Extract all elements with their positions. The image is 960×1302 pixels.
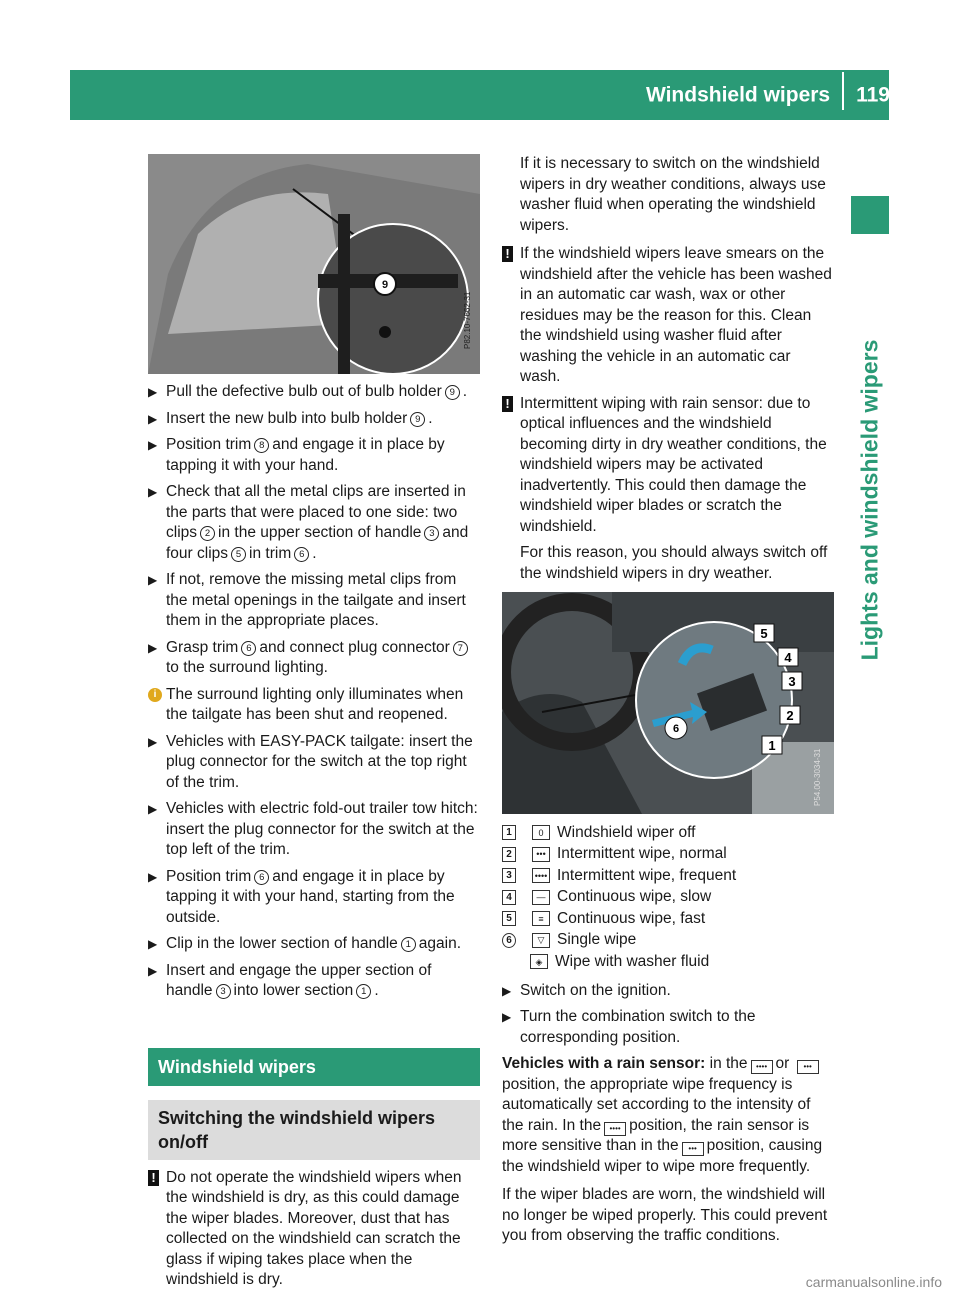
legend-text: Single wipe — [557, 931, 637, 948]
step-text: to the surround lighting. — [166, 659, 328, 676]
chapter-title: Lights and windshield wipers — [856, 339, 883, 661]
step-turn-switch — [502, 1007, 834, 1048]
header-divider — [842, 72, 844, 110]
info-note — [148, 685, 480, 726]
intermittent-normal-icon: ••• — [682, 1142, 704, 1156]
legend-number: 4 — [502, 890, 516, 905]
intermittent-frequent-icon: •••• — [532, 868, 550, 883]
legend-row — [502, 865, 834, 887]
text: position, causing the windshield wiper to wipe more frequently. — [502, 1137, 823, 1175]
step-text: again. — [418, 935, 462, 952]
step-text: Pull the defective bulb out of bulb holder — [166, 383, 442, 400]
step-insert-handle — [148, 961, 480, 1002]
arrow-icon: ▶ — [148, 640, 158, 655]
step-position-trim — [148, 435, 480, 476]
washer-fluid-icon: ◈ — [530, 954, 548, 969]
bold-lead: Vehicles with a rain sensor: — [502, 1055, 706, 1072]
wiper-switch-figure — [502, 592, 834, 814]
rain-sensor-paragraph — [502, 1054, 834, 1177]
step-text: Turn the combination switch to the corresponding position. — [520, 1008, 756, 1046]
callout-ref: 1 — [356, 984, 371, 999]
step-text: . — [462, 383, 468, 400]
side-tab — [851, 196, 889, 234]
warning-icon: ! — [502, 396, 513, 412]
step-text: Switch on the ignition. — [520, 981, 671, 999]
step-remove-clips — [148, 570, 480, 632]
tailgate-figure — [148, 154, 480, 374]
step-text: and engage it in place by tapping it with your hand. — [166, 436, 445, 474]
step-pull-bulb — [148, 382, 480, 403]
step-text: Grasp trim — [166, 638, 239, 656]
note-text: The surround lighting only illuminates when the tailgate has been shut and reopened. — [166, 685, 464, 723]
intermittent-normal-icon: ••• — [532, 847, 550, 862]
legend-text: Intermittent wipe, normal — [557, 845, 727, 862]
callout-6: 6 — [672, 723, 680, 735]
callout-ref: 8 — [254, 438, 269, 453]
step-text: If not, remove the missing metal clips from the metal openings in the tailgate and insert them in the appropriate places. — [166, 571, 466, 629]
warning-note — [502, 394, 834, 538]
legend-row — [502, 951, 834, 973]
note-text: Do not operate the windshield wipers when the windshield is dry, as this could damage the wiper blades. Moreover, dust that has collected on the windshield can scratch the glass if wiping takes place when the windshield is dry. — [166, 1168, 462, 1288]
callout-4: 4 — [784, 650, 792, 665]
callout-ref: 3 — [424, 526, 439, 541]
callout-ref: 6 — [241, 641, 256, 656]
step-clip-handle — [148, 934, 480, 955]
callout-2: 2 — [786, 708, 794, 723]
wiper-legend — [502, 822, 834, 973]
callout-ref: 1 — [401, 937, 416, 952]
legend-number: 3 — [502, 868, 516, 883]
callout-1: 1 — [768, 738, 776, 753]
paragraph: If it is necessary to switch on the windshield wipers in dry weather conditions, always use washer fluid when operating the windshield wipers. — [520, 155, 826, 234]
note-text: If the windshield wipers leave smears on the windshield after the vehicle has been washed in an automatic car wash, wax or other residues may be the reason for this. Clean the windshield using washer fluid after washing the vehicle in an automatic car wash. — [520, 245, 832, 385]
figure-callout-9: 9 — [381, 279, 389, 291]
step-text: Clip in the lower section of handle — [166, 935, 398, 952]
legend-text: Windshield wiper off — [557, 823, 696, 841]
paragraph: For this reason, you should always switch off the windshield wipers in dry weather. — [520, 544, 828, 582]
subsection-heading: Switching the windshield wipers on/off — [148, 1100, 480, 1160]
step-insert-bulb — [148, 409, 480, 430]
arrow-icon: ▶ — [148, 937, 158, 951]
legend-number: 6 — [502, 933, 516, 948]
step-text: Vehicles with electric fold-out trailer tow hitch: insert the plug connector for the switch at the top left of the trim. — [166, 800, 478, 858]
legend-number: 2 — [502, 847, 516, 862]
note-text: Intermittent wiping with rain sensor: due to optical influences and the windshield becoming dirty in dry weather conditions, the windshield wipers may be activated inadvertently. This could then damage the windshield wiper blades or scratch the windshield. — [520, 394, 827, 535]
callout-ref: 9 — [445, 385, 460, 400]
warning-note — [502, 244, 834, 388]
warning-note — [148, 1168, 480, 1291]
legend-text: Wipe with washer fluid — [555, 952, 710, 970]
paragraph: If the wiper blades are worn, the windshield will no longer be wiped properly. This could prevent you from observing the traffic conditions. — [502, 1186, 828, 1244]
continuous-fast-icon: ≡ — [532, 911, 550, 926]
warning-icon: ! — [148, 1170, 159, 1186]
single-wipe-icon: ▽ — [532, 933, 550, 948]
legend-text: Intermittent wipe, frequent — [557, 866, 737, 884]
callout-3: 3 — [788, 674, 796, 689]
legend-text: Continuous wipe, slow — [557, 888, 712, 905]
step-text: in trim — [249, 544, 292, 562]
step-tow-hitch — [148, 799, 480, 861]
text: or — [775, 1055, 790, 1072]
step-check-clips — [148, 482, 480, 564]
legend-row — [502, 822, 834, 844]
arrow-icon: ▶ — [148, 963, 158, 978]
wiper-switch-illustration — [502, 592, 834, 814]
right-column — [502, 154, 834, 1255]
page-header — [646, 82, 890, 110]
legend-number — [502, 955, 514, 968]
step-text: . — [312, 544, 317, 562]
step-position-trim-2 — [148, 867, 480, 929]
step-text: Insert the new bulb into bulb holder — [166, 409, 408, 427]
step-text: Position trim — [166, 867, 252, 885]
intermittent-frequent-icon: •••• — [604, 1122, 626, 1136]
legend-row — [502, 844, 834, 866]
arrow-icon: ▶ — [148, 411, 158, 426]
step-text: and connect plug connector — [259, 638, 450, 656]
callout-ref: 7 — [453, 641, 468, 656]
figure-code: P82.10-7662-31 — [463, 291, 472, 349]
intermittent-normal-icon: ••• — [797, 1060, 819, 1074]
step-text: into lower section — [233, 982, 354, 999]
arrow-icon: ▶ — [502, 983, 512, 998]
step-easy-pack — [148, 732, 480, 794]
continuous-slow-icon: — — [532, 890, 550, 905]
step-text: Insert and engage the upper section of handle — [166, 961, 432, 999]
arrow-icon: ▶ — [148, 802, 158, 816]
legend-row — [502, 908, 834, 930]
step-text: in the upper section of handle — [218, 524, 422, 541]
info-icon: i — [148, 688, 162, 702]
step-text: and engage it in place by tapping it with your hand, starting from the outside. — [166, 867, 455, 926]
arrow-icon: ▶ — [148, 385, 158, 399]
callout-ref: 6 — [254, 870, 269, 885]
callout-ref: 2 — [200, 526, 215, 541]
callout-5: 5 — [760, 626, 768, 641]
intermittent-frequent-icon: •••• — [751, 1060, 773, 1074]
step-grasp-trim — [148, 638, 480, 679]
arrow-icon: ▶ — [502, 1010, 512, 1024]
left-column — [148, 154, 480, 1297]
step-text: Check that all the metal clips are inserted in the parts that were placed to one side: two clips — [166, 483, 466, 541]
callout-ref: 6 — [294, 547, 309, 562]
legend-row — [502, 887, 834, 909]
arrow-icon: ▶ — [148, 438, 158, 452]
page-number: 119 — [856, 83, 890, 107]
text: position, the appropriate wipe frequency is automatically set according to the intensity of the rain. In the — [502, 1075, 811, 1134]
arrow-icon: ▶ — [148, 734, 158, 749]
tailgate-illustration — [148, 154, 480, 374]
footer-watermark: carmanualsonline.info — [805, 1274, 942, 1290]
step-ignition — [502, 981, 834, 1002]
text: in the — [709, 1055, 748, 1072]
legend-number: 5 — [502, 911, 516, 926]
step-text: Vehicles with EASY-PACK tailgate: insert the plug connector for the switch at the top right of the trim. — [166, 732, 473, 791]
arrow-icon: ▶ — [148, 869, 158, 884]
text: position, the rain sensor is more sensitive than in the — [502, 1116, 810, 1154]
arrow-icon: ▶ — [148, 485, 158, 499]
warning-icon: ! — [502, 246, 513, 262]
figure-code: P54.00-3034-31 — [813, 748, 822, 806]
callout-ref: 5 — [231, 547, 246, 562]
section-heading: Windshield wipers — [148, 1048, 480, 1086]
callout-ref: 3 — [216, 984, 231, 999]
step-text: . — [374, 982, 379, 999]
wiper-off-icon: 0 — [532, 825, 550, 840]
page-title: Windshield wipers — [645, 83, 831, 107]
legend-text: Continuous wipe, fast — [557, 909, 706, 927]
legend-number: 1 — [502, 825, 516, 840]
callout-ref: 9 — [410, 412, 425, 427]
legend-row — [502, 930, 834, 952]
step-text: Position trim — [166, 436, 252, 453]
step-text: . — [428, 409, 433, 427]
step-text: and four clips — [166, 524, 469, 562]
arrow-icon: ▶ — [148, 573, 158, 587]
